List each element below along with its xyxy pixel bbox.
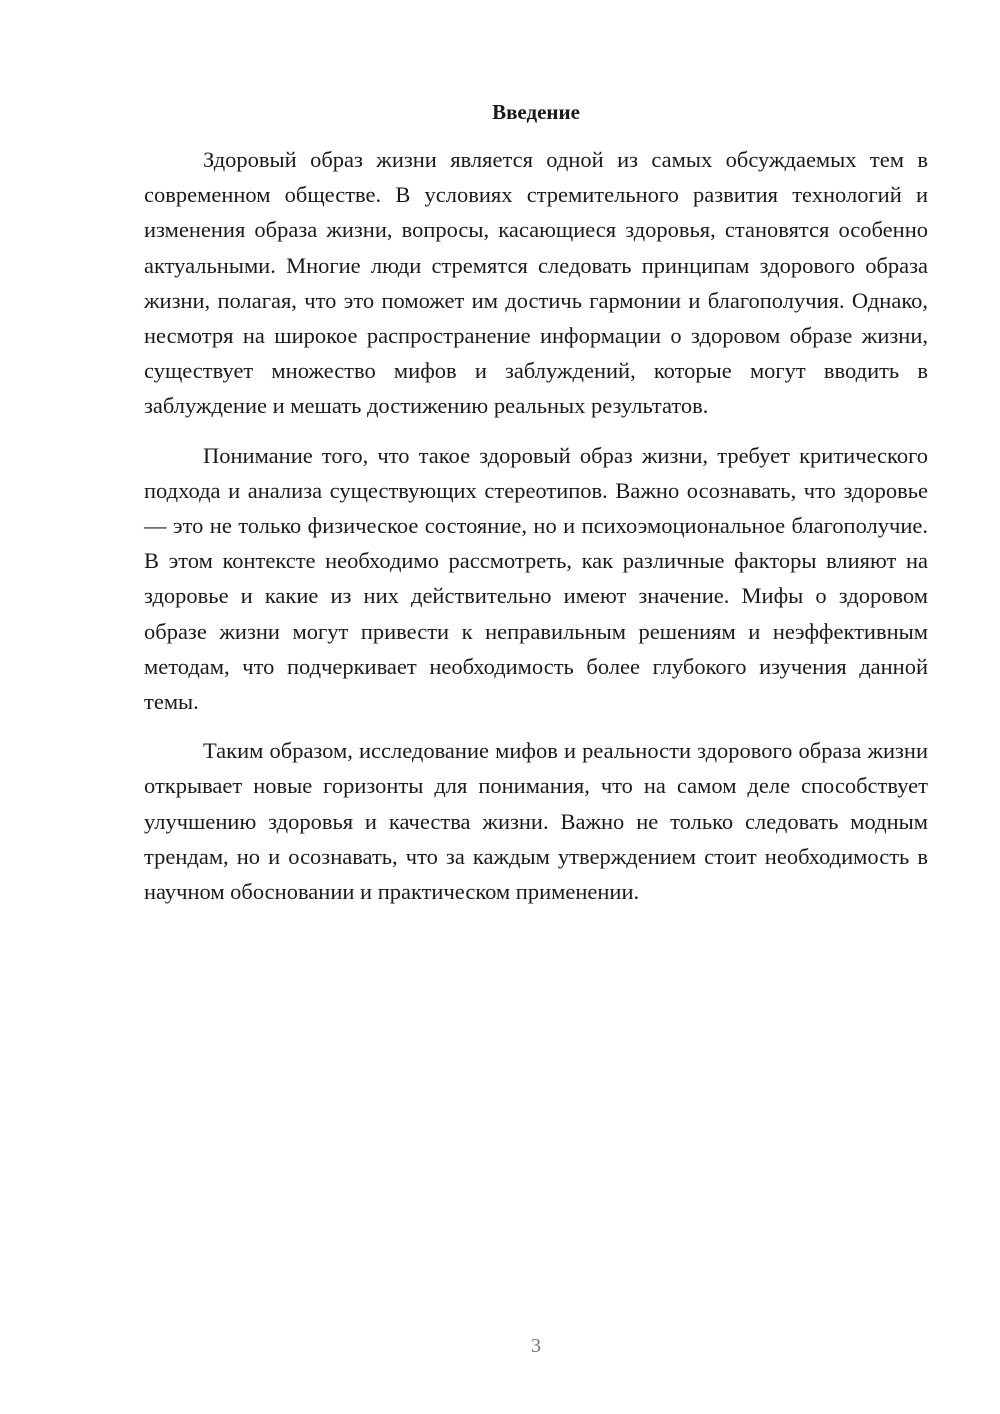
body-text bbox=[144, 142, 928, 923]
section-heading: Введение bbox=[492, 100, 580, 124]
paragraph-3: Таким образом, исследование мифов и реальности здорового образа жизни открывает новые горизонты для понимания, что на самом деле способствует улучшению здоровья и качества жизни. Важно не только следовать модным трендам, но и осознавать, что за каждым утверждением стоит необходимость в научном обосновании и практическом применении. bbox=[144, 738, 928, 905]
paragraph-1: Здоровый образ жизни является одной из самых обсуждаемых тем в современном обществе. В условиях стремительного развития технологий и изменения образа жизни, вопросы, касающиеся здоровья, становятся особенно актуальными. Многие люди стремятся следовать принципам здорового образа жизни, полагая, что это поможет им достичь гармонии и благополучия. Однако, несмотря на широкое распространение информации о здоровом образе жизни, существует множество мифов и заблуждений, которые могут вводить в заблуждение и мешать достижению реальных результатов. bbox=[144, 147, 928, 419]
page-number: 3 bbox=[531, 1335, 541, 1357]
paragraph-2: Понимание того, что такое здоровый образ жизни, требует критического подхода и анализа существующих стереотипов. Важно осознавать, что здоровье — это не только физическое состояние, но и психоэмоциональное благополучие. В этом контексте необходимо рассмотреть, как различные факторы влияют на здоровье и какие из них действительно имеют значение. Мифы о здоровом образе жизни могут привести к неправильным решениям и неэффективным методам, что подчеркивает необходимость более глубокого изучения данной темы. bbox=[144, 442, 928, 715]
